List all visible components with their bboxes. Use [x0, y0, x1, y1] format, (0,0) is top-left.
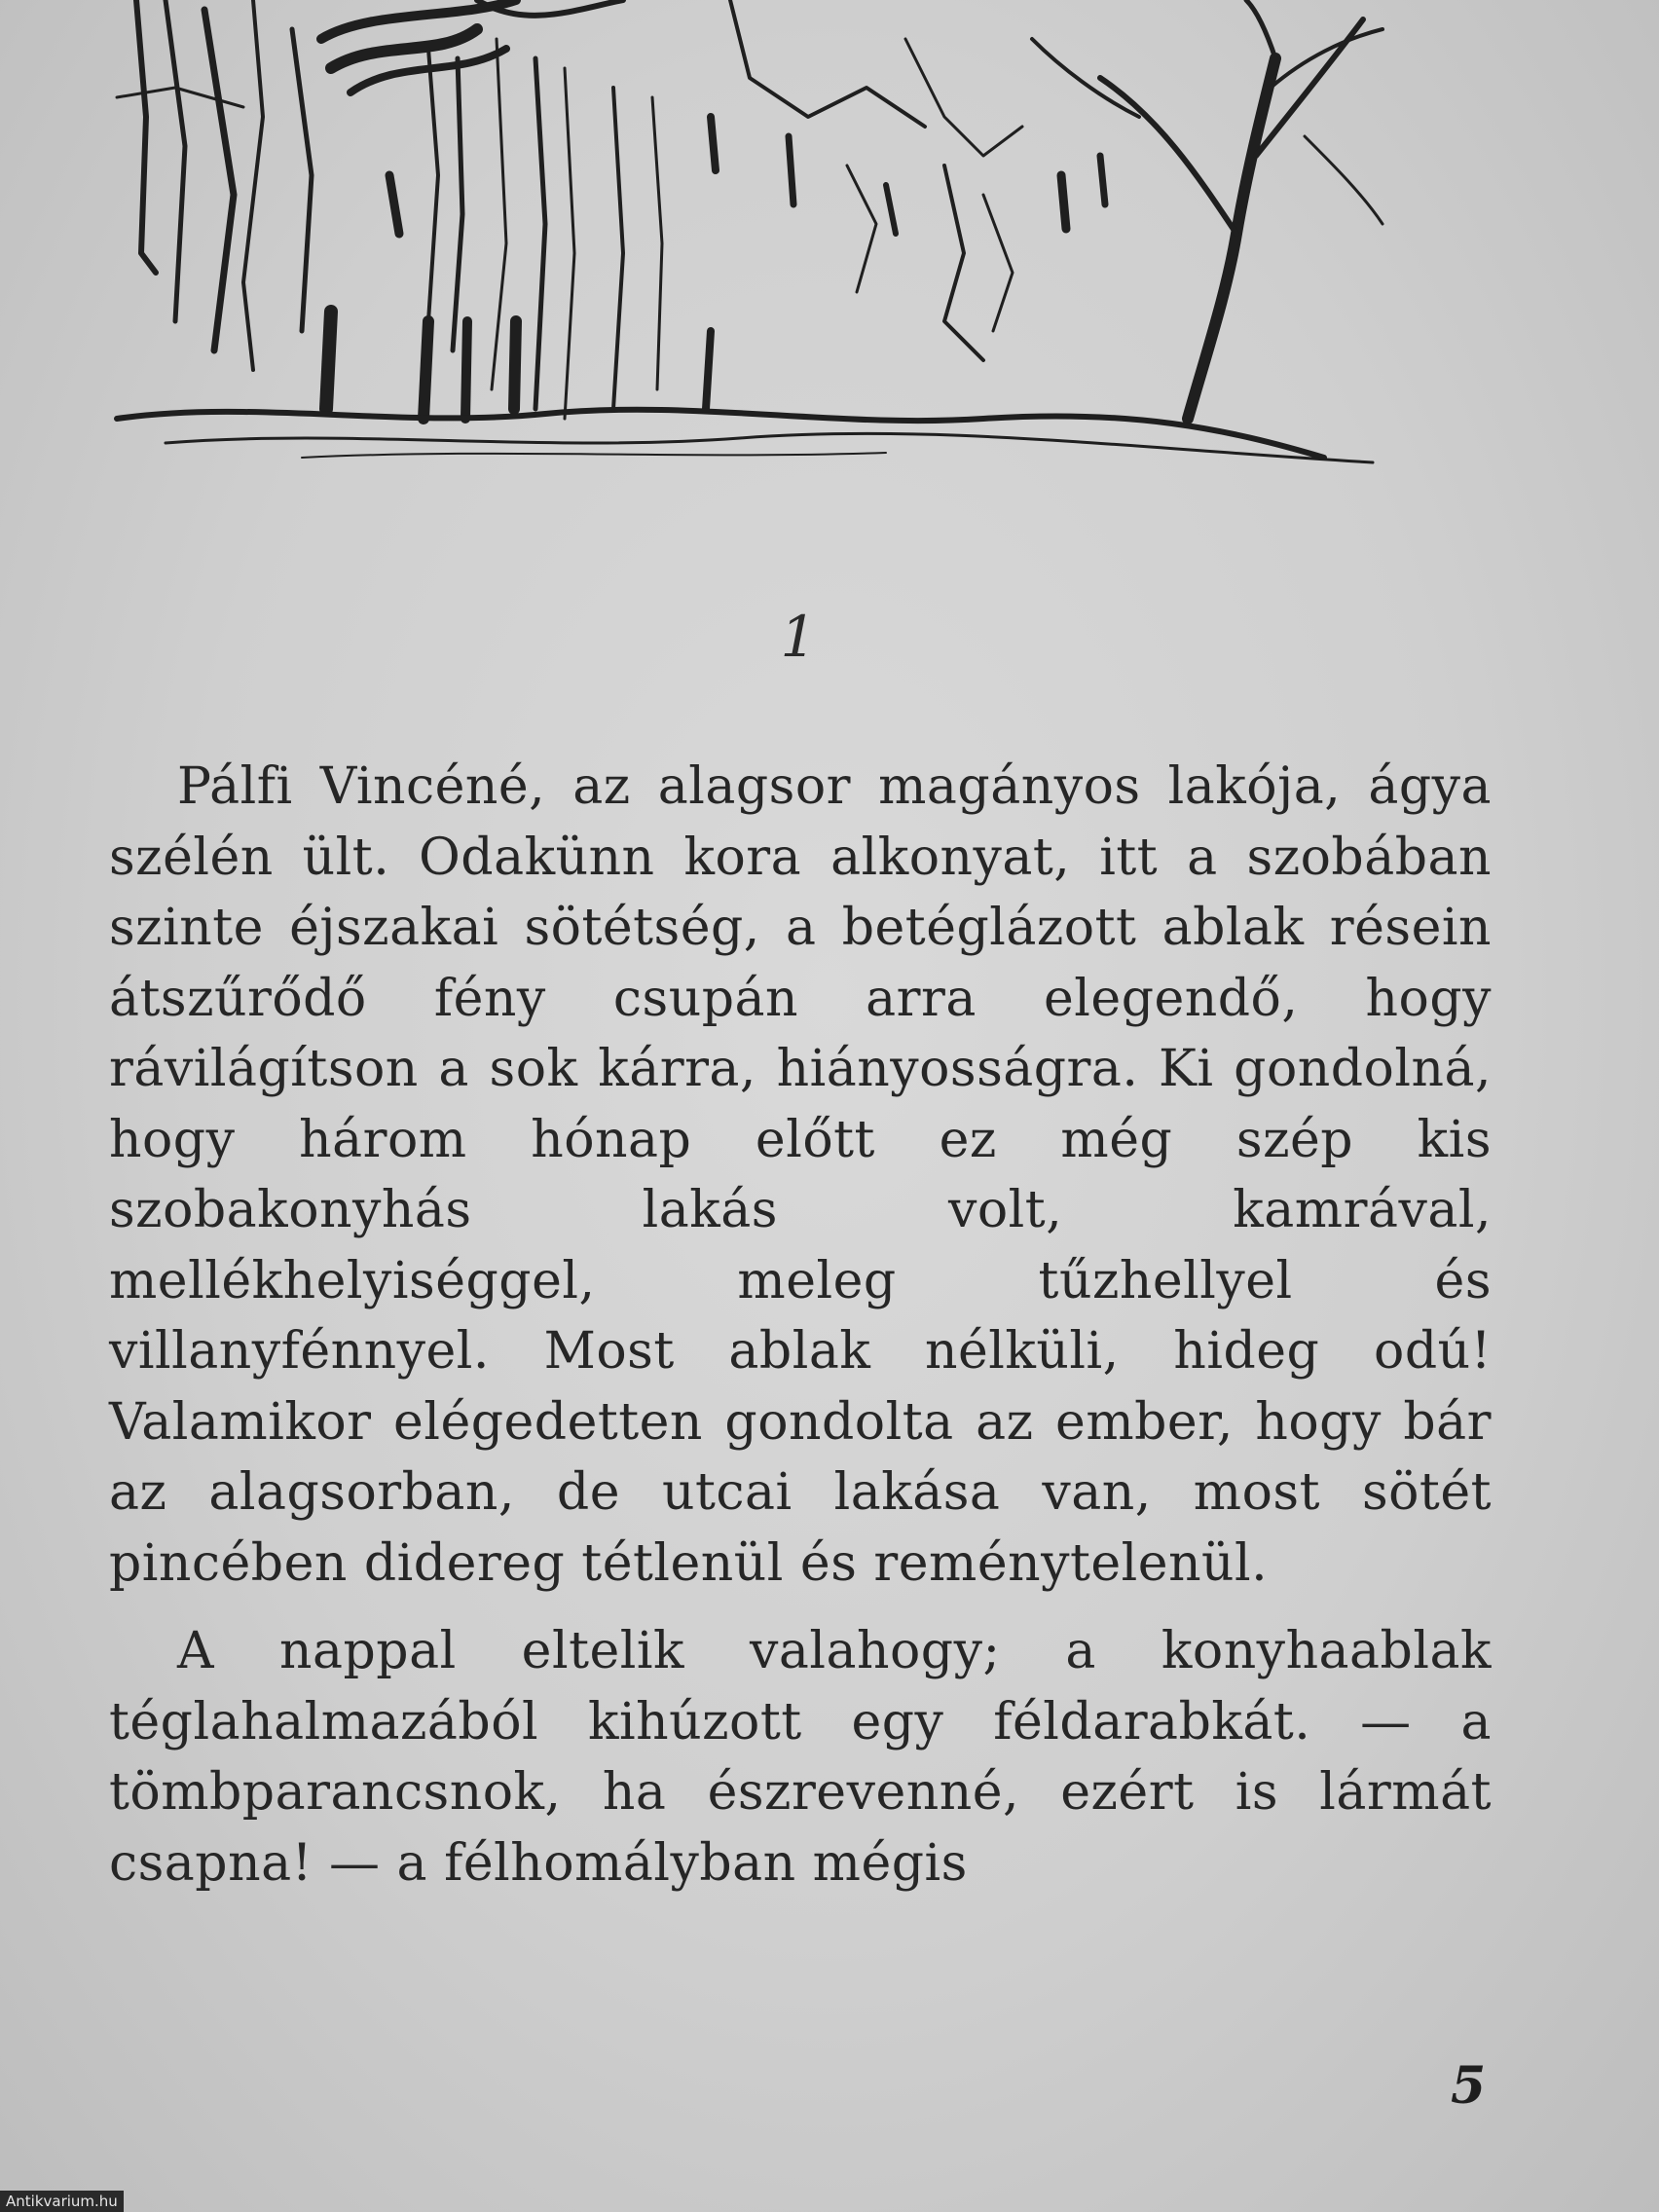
watermark: Antikvarium.hu [0, 2191, 124, 2212]
body-text [109, 752, 1492, 1899]
paragraph-1: Pálfi Vincéné, az alagsor magányos lakója, ágya szélén ült. Odakünn kora alkonyat, itt a szobában szinte éjszakai sötétség, a betéglázott ablak résein átszűrődő fény csupán arra elegendő, hogy rávilágítson a sok kárra, hiányosságra. Ki gondolná, hogy három hónap előtt ez még szép kis szobakonyhás lakás volt, kamrával, mellékhelyiséggel, meleg tűzhellyel és villanyfénnyel. Most ablak nélküli, hideg odú! Valamikor elégedetten gondolta az ember, hogy bár az alagsorban, de utcai lakása van, most sötét pincében didereg tétlenül és reménytelenül. [109, 757, 1492, 1593]
street-scene-sketch-illustration [107, 0, 1402, 477]
page-number: 5 [1451, 2056, 1487, 2116]
chapter-number: 1 [780, 604, 817, 670]
paragraph-2: A nappal eltelik valahogy; a konyhaablak téglahalmazából kihúzott egy féldarabkát. — a tömbparancsnok, ha észrevenné, ezért is lármát csapna! — a félhomályban mégis [109, 1622, 1492, 1893]
